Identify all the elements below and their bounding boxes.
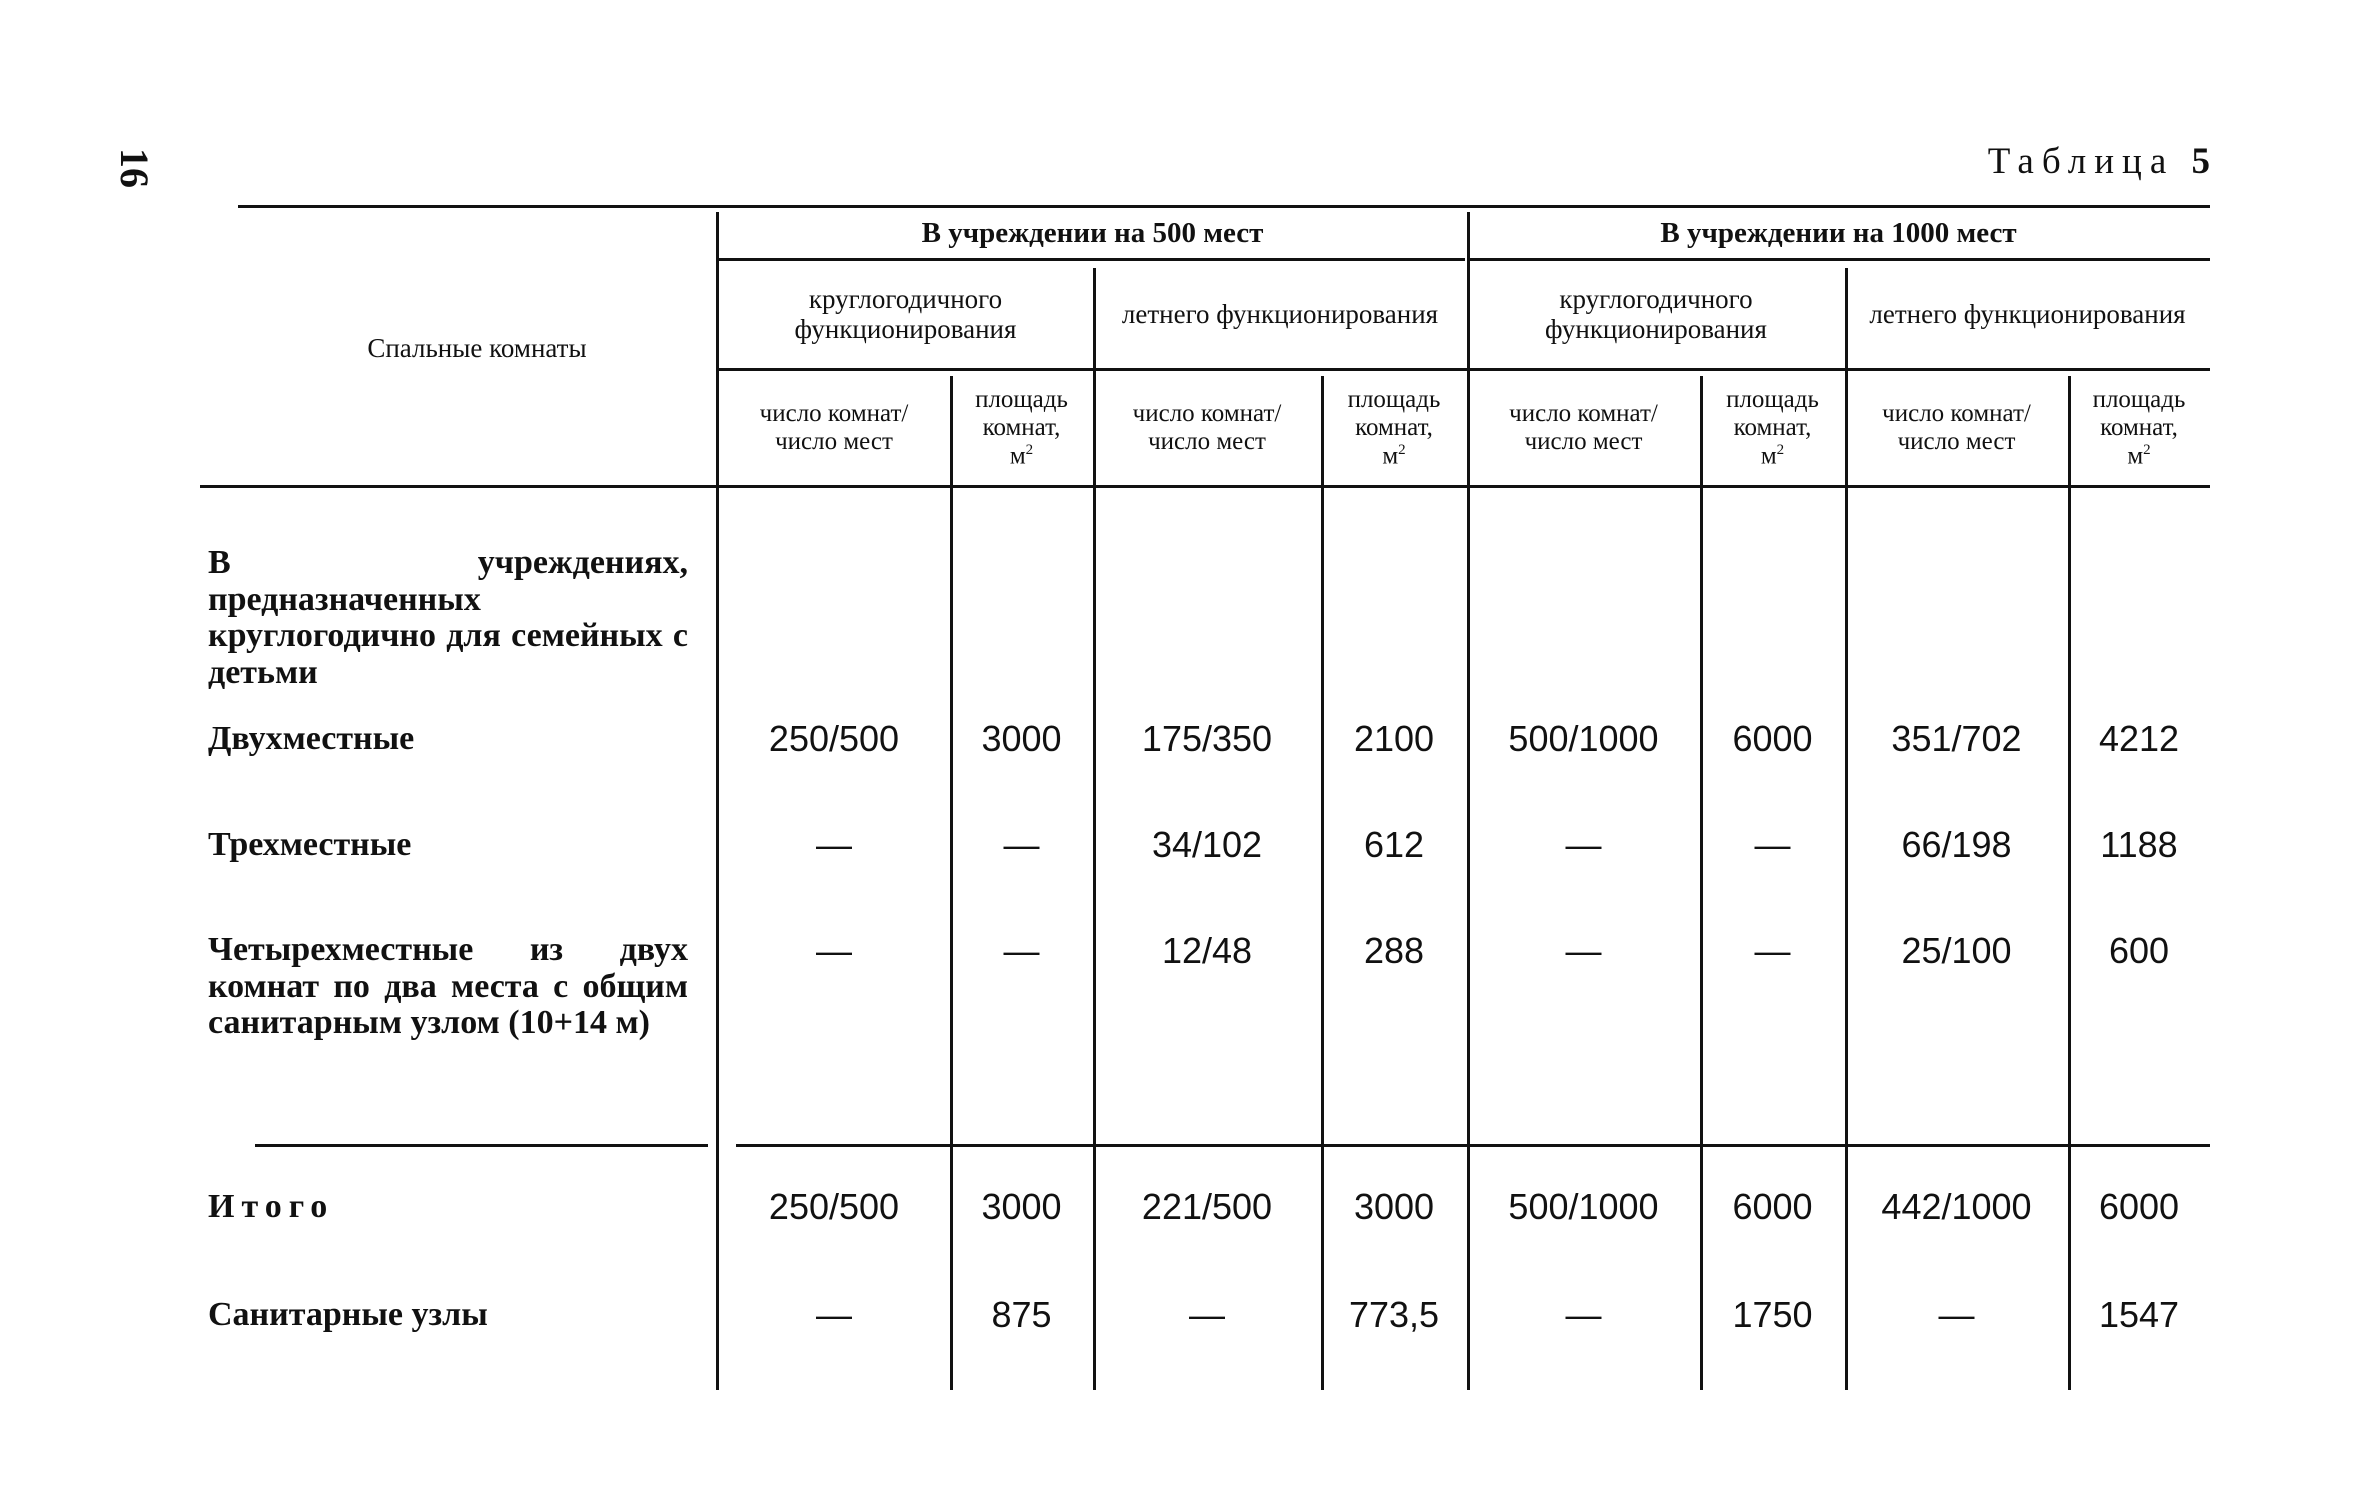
total-cell: — [1938,1294,1975,1335]
row-label: Двухместные [208,720,415,757]
total-label: Итого [208,1188,335,1225]
area-header-text: площадь комнат, $м^2$ [1726,385,1819,470]
col-rule-1 [950,376,953,1390]
group-header: В учреждении на 500 мест [921,216,1264,249]
table-cell: 600 [2108,930,2170,971]
group-header: В учреждении на 1000 мест [1660,216,2017,249]
row-header: Спальные комнаты [367,332,587,363]
table-cell: 66/198 [1901,824,2012,865]
total-cell: 250/500 [768,1186,900,1227]
area-header-text: площадь комнат, $м^2$ [975,385,1068,470]
table-cell: 34/102 [1151,824,1263,865]
section-title: В учреждениях, предназначенных круглогодично для семейных с детьми [208,544,688,692]
count-column-header: число комнат/ число мест [1132,400,1282,455]
table-cell: 4212 [2098,718,2180,759]
count-column-header: число комнат/ число мест [1509,400,1658,455]
table-cell: 288 [1363,930,1425,971]
table-cell: 250/500 [768,718,900,759]
rule-totals-right [736,1144,2210,1147]
table-caption-word: Таблица [1987,141,2175,182]
table-cell: 612 [1363,824,1425,865]
total-cell: 1547 [2098,1294,2180,1335]
total-cell: 3000 [981,1186,1062,1227]
total-cell: — [1565,1294,1602,1335]
rule-header-bottom [200,485,2210,488]
table-cell: 12/48 [1161,930,1253,971]
total-cell: 221/500 [1141,1186,1273,1227]
table-cell: — [1754,824,1791,865]
table-cell: — [816,930,852,971]
total-label: Санитарные узлы [208,1296,488,1333]
page-number: 16 [112,148,157,188]
table-caption-number: 5 [2191,141,2210,182]
table-cell: 1188 [2100,824,2178,865]
table-cell: 2100 [1353,718,1435,759]
area-column-header [1700,372,1845,484]
table-cell: 3000 [981,718,1062,759]
total-cell: 6000 [2098,1186,2180,1227]
table-cell: 175/350 [1141,718,1273,759]
mode-header: летнего функционирования [1869,298,2186,329]
total-cell: — [816,1294,852,1335]
total-cell: 1750 [1732,1294,1813,1335]
rule-modes [718,368,2210,371]
area-column-header [1321,372,1467,484]
table-cell: — [1754,930,1791,971]
rule-totals-left [255,1144,708,1147]
count-column-header: число комнат/ число мест [1882,400,2031,455]
total-cell: 6000 [1732,1186,1813,1227]
total-cell: 875 [991,1294,1052,1335]
row-label: Четырехместные из двух комнат по два места с общим санитарным узлом (10+14 м) [208,931,688,1042]
col-rule-7 [2068,376,2071,1390]
total-cell: 3000 [1353,1186,1435,1227]
row-label: Трехместные [208,826,412,863]
area-column-header [2068,372,2210,484]
table-cell: — [1565,930,1602,971]
table-cell: — [1565,824,1602,865]
col-rule-3 [1321,376,1324,1390]
table-cell: 500/1000 [1508,718,1659,759]
mode-header: круглогодичного функционирования [794,283,1017,344]
total-cell: — [1189,1294,1225,1335]
table-cell: — [1003,930,1040,971]
table-cell: 6000 [1732,718,1813,759]
total-cell: 442/1000 [1881,1186,2032,1227]
table-cell: 25/100 [1901,930,2012,971]
rule-top [238,205,2210,208]
table-cell: — [1003,824,1040,865]
count-column-header: число комнат/ число мест [759,400,909,455]
rule-group-500 [718,258,1465,261]
table-caption [1988,140,2210,183]
table-cell: — [816,824,852,865]
area-header-text: площадь комнат, $м^2$ [2092,385,2186,470]
total-cell: 500/1000 [1508,1186,1659,1227]
total-cell: 773,5 [1348,1294,1440,1335]
rule-group-1000 [1470,258,2210,261]
mode-header: летнего функционирования [1121,298,1439,329]
area-column-header [950,372,1093,484]
col-rule-5 [1700,376,1703,1390]
area-header-text: площадь комнат, $м^2$ [1347,385,1441,470]
table-cell: 351/702 [1891,718,2022,759]
mode-header: круглогодичного функционирования [1545,283,1767,344]
